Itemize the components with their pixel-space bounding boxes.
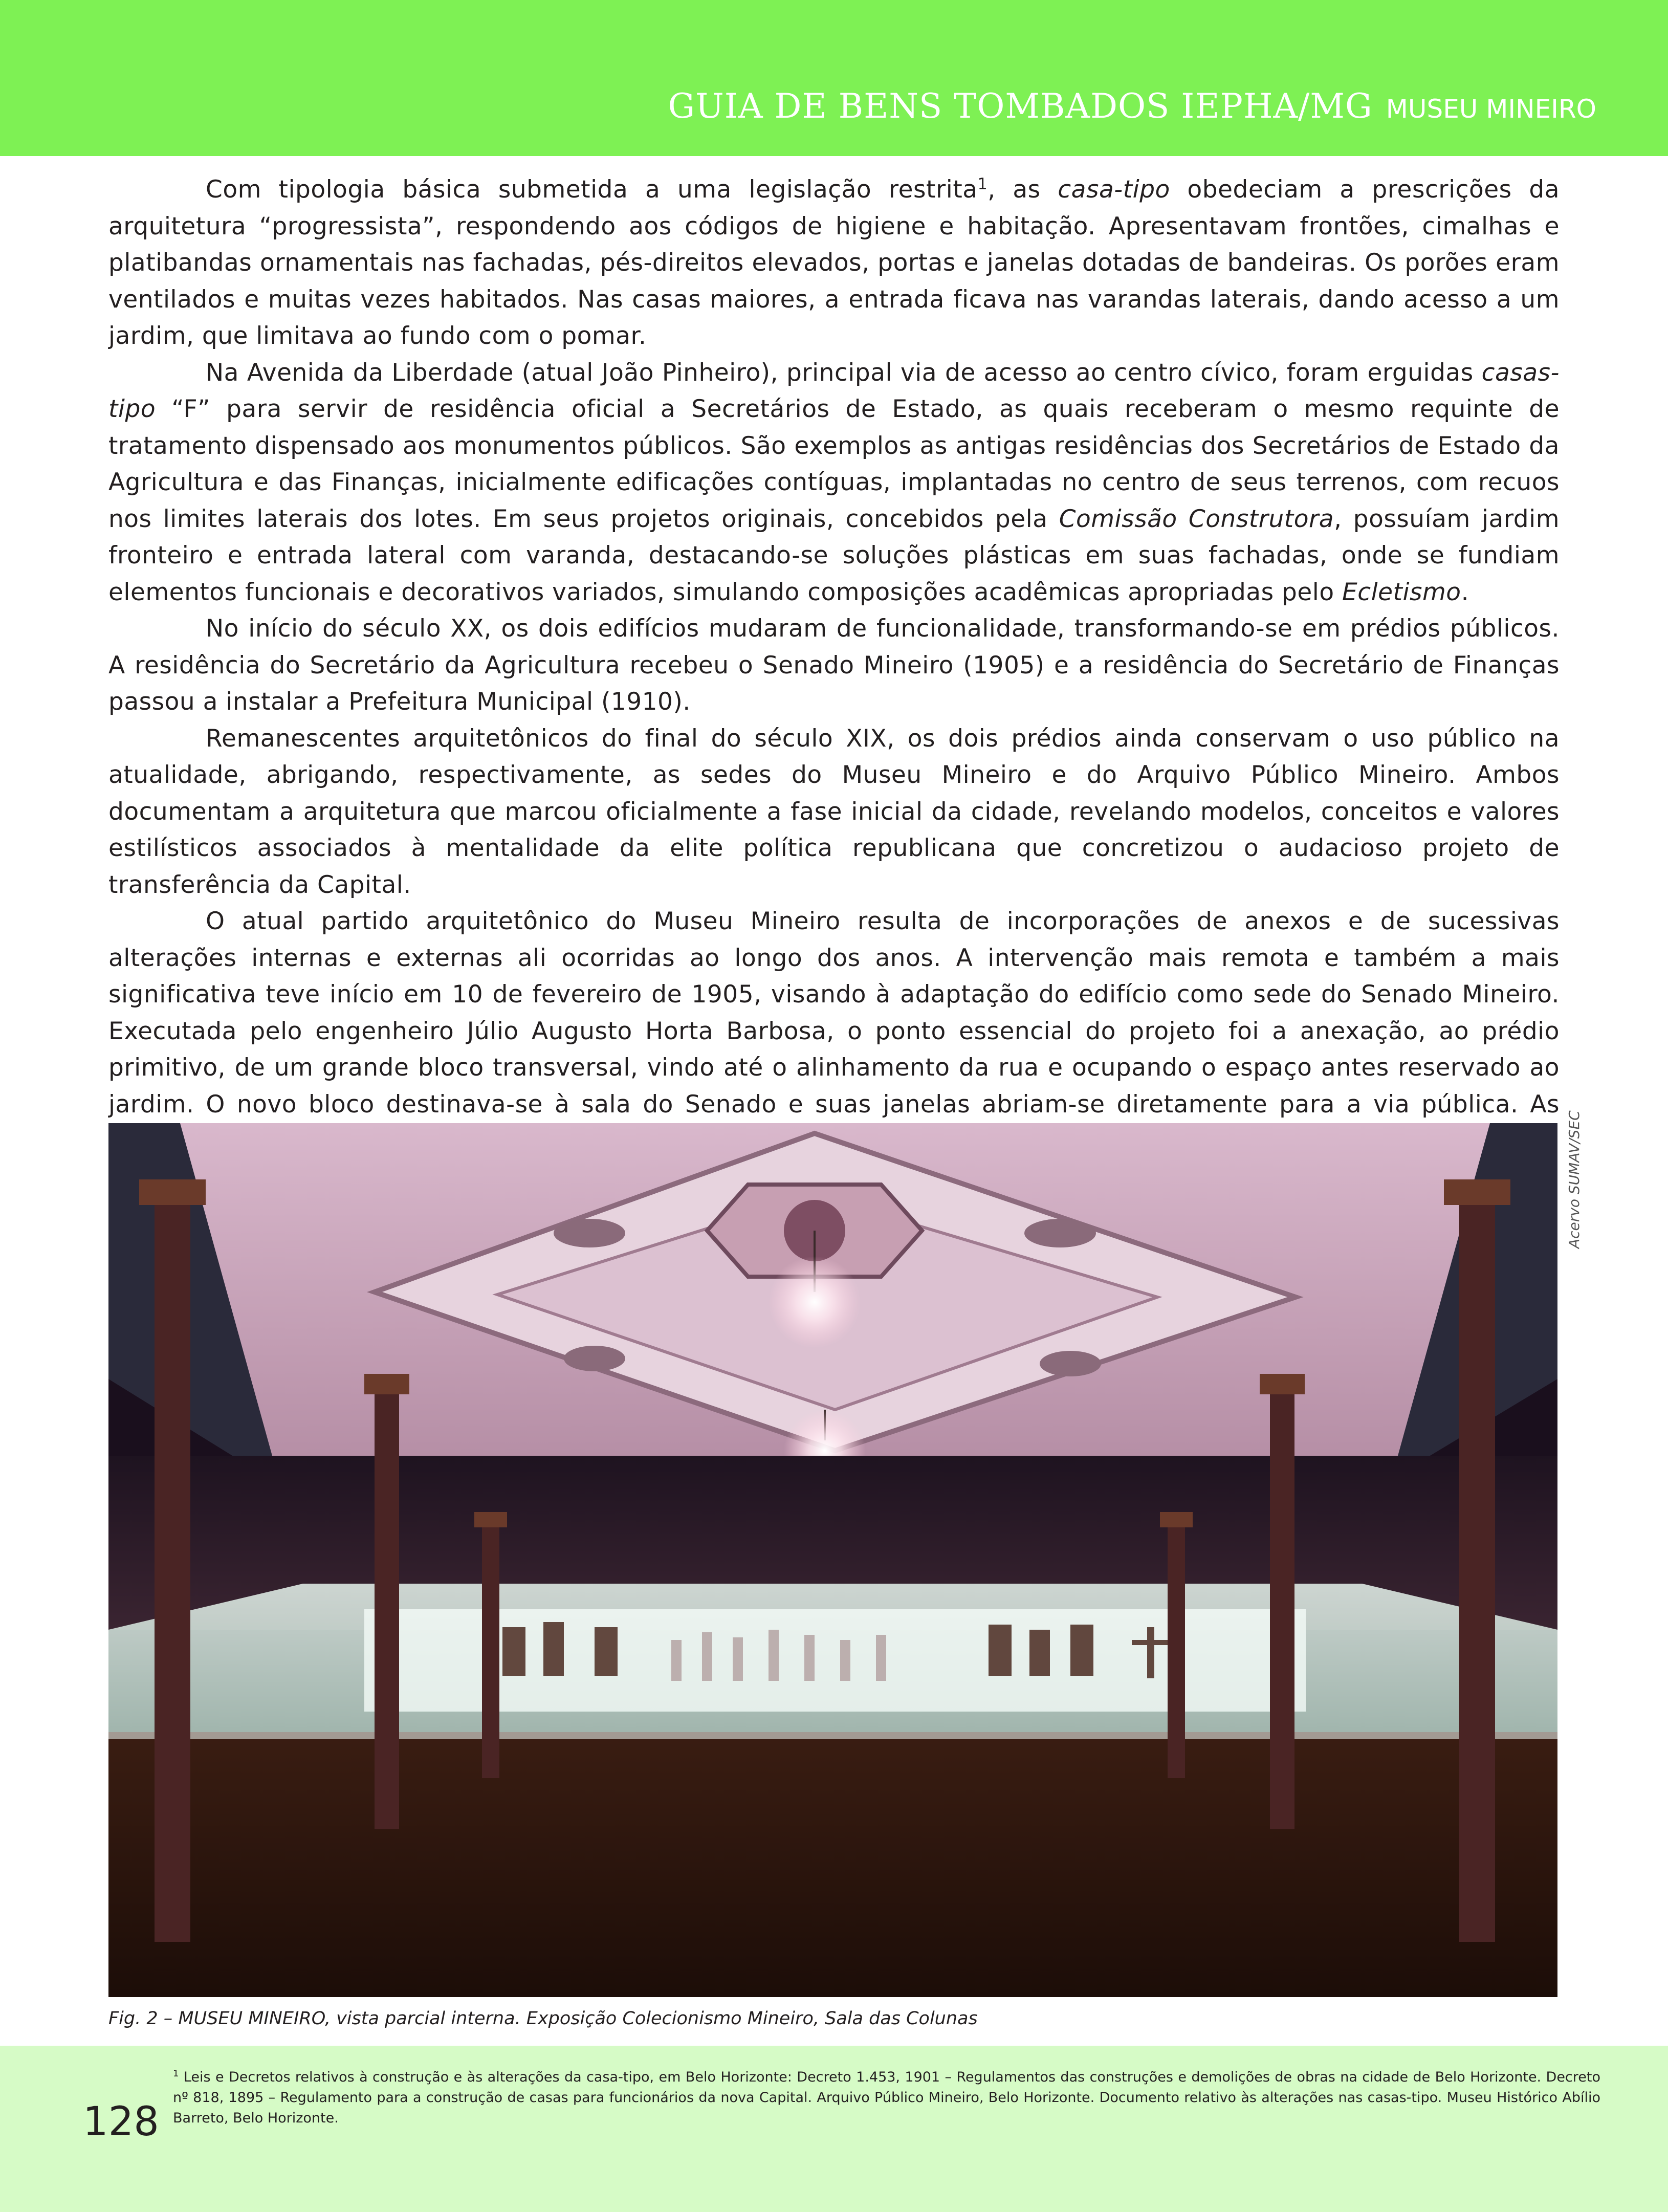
paragraph-5: O atual partido arquitetônico do Museu Mineiro resulta de incorporações de anexos e de sucessivas alterações internas e externas ali ocorridas ao longo dos anos. A intervenção mais remota e também a mais significativa teve início em 10 de fevereiro de 1905, visando à adaptação do edifício como sede do Senado Mineiro. Executada pelo engenheiro Júlio Augusto Horta Barbosa, o ponto essencial do projeto foi a anexação, ao prédio primitivo, de um grande bloco transversal, vindo até o alinhamento da rua e ocupando o espaço antes reservado ao jardim. O novo bloco destinava-se à sala do Senado e suas janelas abriam-se diretamente para a via pública. As: [108, 907, 1560, 1119]
paragraph-2: [108, 355, 1560, 611]
paragraph-2-text-a: Na Avenida da Liberdade (atual João Pinheiro), principal via de acesso ao centro cívico, foram erguidas: [206, 358, 1482, 387]
paragraph-2-italic-3: Ecletismo: [1342, 578, 1461, 606]
museum-interior-photo: [108, 1123, 1557, 1997]
paragraph-2-italic-1: casas-tipo: [108, 358, 1560, 423]
running-title: [668, 86, 1596, 126]
footnote-marker: 1: [173, 2068, 179, 2079]
paragraph-1: [108, 171, 1560, 355]
paragraph-2-text-d: .: [1461, 578, 1469, 606]
paragraph-2-text-b: “F” para servir de residência oficial a Secretários de Estado, as quais receberam o mesmo requinte de tratamento dispensado aos monumentos públicos. São exemplos as antigas residências dos Secretários de Estado da Agricultura e das Finanças, inicialmente edificações contíguas, implantadas no centro de seus terrenos, com recuos nos limites laterais dos lotes. Em seus projetos originais, concebidos pela: [108, 395, 1560, 533]
footnote-text: Leis e Decretos relativos à construção e às alterações da casa-tipo, em Belo Horizonte: Decreto 1.453, 1901 – Regulamentos das construções e demolições de obras na cidade de Belo Horizonte. Decreto nº 818, 1895 – Regulamento para a construção de casas para funcionários da nova Capital. Arquivo Público Mineiro, Belo Horizonte. Documento relativo às alterações nas casas-tipo. Museu Histórico Abílio Barreto, Belo Horizonte.: [173, 2069, 1600, 2126]
photo-credit: Acervo SUMAV/SEC: [1566, 1110, 1583, 1249]
figure-photo: [108, 1123, 1557, 1997]
paragraph-2-italic-2: Comissão Construtora: [1059, 505, 1334, 533]
footnote: [173, 2067, 1600, 2129]
paragraph-1-text-c: obedeciam a prescrições da arquitetura “progressista”, respondendo aos códigos de higiene e habitação. Apresentavam frontões, cimalhas e platibandas ornamentais nas fachadas, pés-direitos elevados, portas e janelas dotadas de bandeiras. Os porões eram ventilados e muitas vezes habitados. Nas casas maiores, a entrada ficava nas varandas laterais, dando acesso a um jardim, que limitava ao fundo com o pomar.: [108, 176, 1560, 350]
body-text: [108, 171, 1560, 1159]
paragraph-1-text-a: Com tipologia básica submetida a uma legislação restrita: [206, 176, 978, 204]
guide-title: GUIA DE BENS TOMBADOS IEPHA/MG: [668, 86, 1373, 126]
figure-caption: Fig. 2 – MUSEU MINEIRO, vista parcial interna. Exposição Colecionismo Mineiro, Sala das Colunas: [108, 2008, 978, 2029]
section-title: MUSEU MINEIRO: [1386, 94, 1596, 124]
paragraph-1-text-b: , as: [987, 176, 1058, 204]
page-number: 128: [83, 2099, 159, 2145]
paragraph-4: Remanescentes arquitetônicos do final do século XIX, os dois prédios ainda conservam o uso público na atualidade, abrigando, respectivamente, as sedes do Museu Mineiro e do Arquivo Público Mineiro. Ambos documentam a arquitetura que marcou oficialmente a fase inicial da cidade, revelando modelos, conceitos e valores estilísticos associados à mentalidade da elite política republicana que concretizou o audacioso projeto de transferência da Capital.: [108, 724, 1560, 899]
paragraph-3: No início do século XX, os dois edifícios mudaram de funcionalidade, transformando-se em prédios públicos. A residência do Secretário da Agricultura recebeu o Senado Mineiro (1905) e a residência do Secretário de Finanças passou a instalar a Prefeitura Municipal (1910).: [108, 615, 1560, 716]
paragraph-1-italic: casa-tipo: [1058, 176, 1170, 204]
footnote-ref: 1: [977, 175, 988, 193]
paragraph-2-text-c: , possuíam jardim fronteiro e entrada lateral com varanda, destacando-se soluções plásticas em suas fachadas, onde se fundiam elementos funcionais e decorativos variados, simulando composições acadêmicas apropriadas pelo: [108, 505, 1560, 606]
header-band: [0, 0, 1668, 156]
